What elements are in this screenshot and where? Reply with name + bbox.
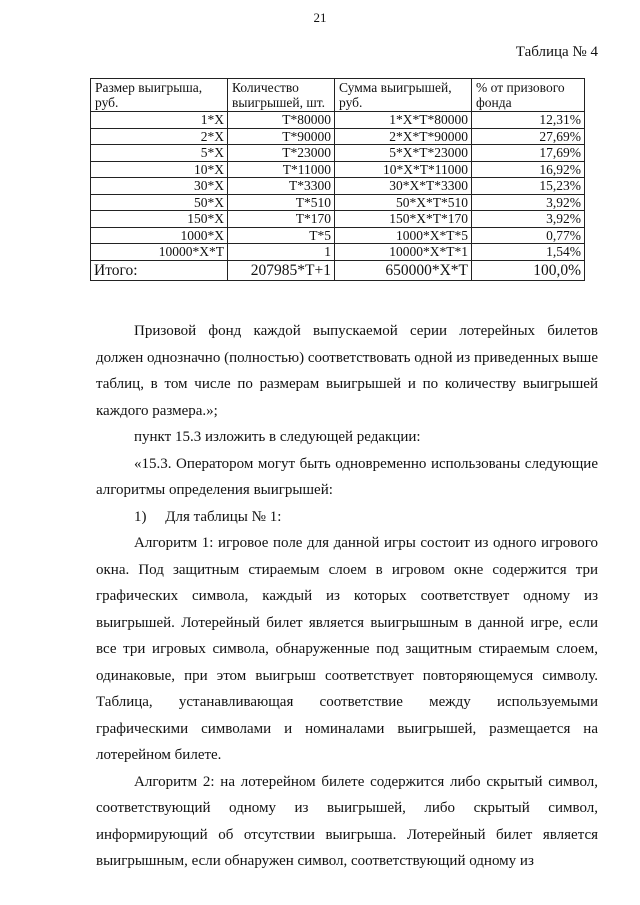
table-row bbox=[91, 112, 585, 129]
cell-prize-count: T*510 bbox=[228, 194, 335, 211]
cell-prize-size: 10*X bbox=[91, 161, 228, 178]
cell-prize-sum: 10*X*T*11000 bbox=[335, 161, 472, 178]
cell-prize-count: T*90000 bbox=[228, 128, 335, 145]
table-row bbox=[91, 178, 585, 195]
paragraph-list-item-1: 1) Для таблицы № 1: bbox=[134, 508, 282, 525]
paragraph-algorithm-1: Алгоритм 1: игровое поле для данной игры состоит из одного игрового окна. Под защитным стираемым слоем в игровом окне содержится три графических символа, каждый из которых соответствует одному из выигрышей. Лотерейный билет является выигрышным в данной игре, если все три игровых символа, обнаруженные под защитным стираемым слоем, одинаковые, при этом выигрыш соответствует повторяющемуся символу. Таблица, устанавливающая соответствие между используемыми графическими символами и номиналами выигрышей, размещается на лотерейном билете. bbox=[96, 535, 598, 763]
page-number: 21 bbox=[313, 10, 327, 25]
table-row bbox=[91, 161, 585, 178]
total-prize-sum: 650000*X*T bbox=[335, 260, 472, 280]
cell-prize-sum: 10000*X*T*1 bbox=[335, 244, 472, 261]
table-row bbox=[91, 211, 585, 228]
cell-prize-sum: 30*X*T*3300 bbox=[335, 178, 472, 195]
cell-prize-sum: 2*X*T*90000 bbox=[335, 128, 472, 145]
header-fund-percent: % от призового фонда bbox=[472, 79, 585, 112]
cell-prize-count: 1 bbox=[228, 244, 335, 261]
table-row bbox=[91, 145, 585, 162]
cell-prize-sum: 1000*X*T*5 bbox=[335, 227, 472, 244]
table-row bbox=[91, 194, 585, 211]
cell-prize-count: T*170 bbox=[228, 211, 335, 228]
cell-fund-percent: 3,92% bbox=[472, 194, 585, 211]
cell-prize-size: 150*X bbox=[91, 211, 228, 228]
header-prize-count: Количество выигрышей, шт. bbox=[228, 79, 335, 112]
cell-fund-percent: 0,77% bbox=[472, 227, 585, 244]
total-fund-percent: 100,0% bbox=[472, 260, 585, 280]
table-row bbox=[91, 128, 585, 145]
cell-prize-sum: 150*X*T*170 bbox=[335, 211, 472, 228]
cell-prize-size: 5*X bbox=[91, 145, 228, 162]
cell-fund-percent: 17,69% bbox=[472, 145, 585, 162]
cell-fund-percent: 3,92% bbox=[472, 211, 585, 228]
cell-prize-size: 2*X bbox=[91, 128, 228, 145]
paragraph-clause-intro: пункт 15.3 изложить в следующей редакции: bbox=[134, 429, 421, 445]
cell-prize-size: 1*X bbox=[91, 112, 228, 129]
total-prize-count: 207985*T+1 bbox=[228, 260, 335, 280]
prize-table bbox=[90, 78, 585, 281]
cell-fund-percent: 1,54% bbox=[472, 244, 585, 261]
cell-prize-sum: 1*X*T*80000 bbox=[335, 112, 472, 129]
cell-fund-percent: 12,31% bbox=[472, 112, 585, 129]
cell-prize-count: T*3300 bbox=[228, 178, 335, 195]
cell-prize-count: T*80000 bbox=[228, 112, 335, 129]
cell-prize-size: 1000*X bbox=[91, 227, 228, 244]
cell-prize-count: T*23000 bbox=[228, 145, 335, 162]
table-row bbox=[91, 244, 585, 261]
cell-fund-percent: 16,92% bbox=[472, 161, 585, 178]
cell-prize-count: T*11000 bbox=[228, 161, 335, 178]
cell-prize-count: T*5 bbox=[228, 227, 335, 244]
cell-prize-sum: 50*X*T*510 bbox=[335, 194, 472, 211]
table-total-row bbox=[91, 260, 585, 280]
header-prize-sum: Сумма выигрышей, руб. bbox=[335, 79, 472, 112]
cell-prize-size: 30*X bbox=[91, 178, 228, 195]
paragraph-clause-15-3: «15.3. Оператором могут быть одновременно использованы следующие алгоритмы определения выигрышей: bbox=[96, 455, 598, 498]
cell-prize-size: 10000*X*T bbox=[91, 244, 228, 261]
cell-fund-percent: 27,69% bbox=[472, 128, 585, 145]
total-label: Итого: bbox=[91, 260, 228, 280]
table-label: Таблица № 4 bbox=[515, 44, 598, 60]
cell-prize-sum: 5*X*T*23000 bbox=[335, 145, 472, 162]
cell-fund-percent: 15,23% bbox=[472, 178, 585, 195]
body-text bbox=[96, 318, 598, 875]
paragraph-algorithm-2: Алгоритм 2: на лотерейном билете содержится либо скрытый символ, соответствующий одному из выигрышей, либо скрытый символ, информирующий об отсутствии выигрыша. Лотерейный билет является выигрышным, если обнаружен символ, соответствующий одному из bbox=[96, 773, 598, 869]
paragraph-prize-fund: Призовой фонд каждой выпускаемой серии лотерейных билетов должен однозначно (полностью) соответствовать одной из приведенных выше таблиц, в том числе по размерам выигрышей и по количеству выигрышей каждого размера.»; bbox=[96, 323, 598, 419]
table-row bbox=[91, 227, 585, 244]
cell-prize-size: 50*X bbox=[91, 194, 228, 211]
table-header-row bbox=[91, 79, 585, 112]
header-prize-size: Размер выигрыша, руб. bbox=[91, 79, 228, 112]
